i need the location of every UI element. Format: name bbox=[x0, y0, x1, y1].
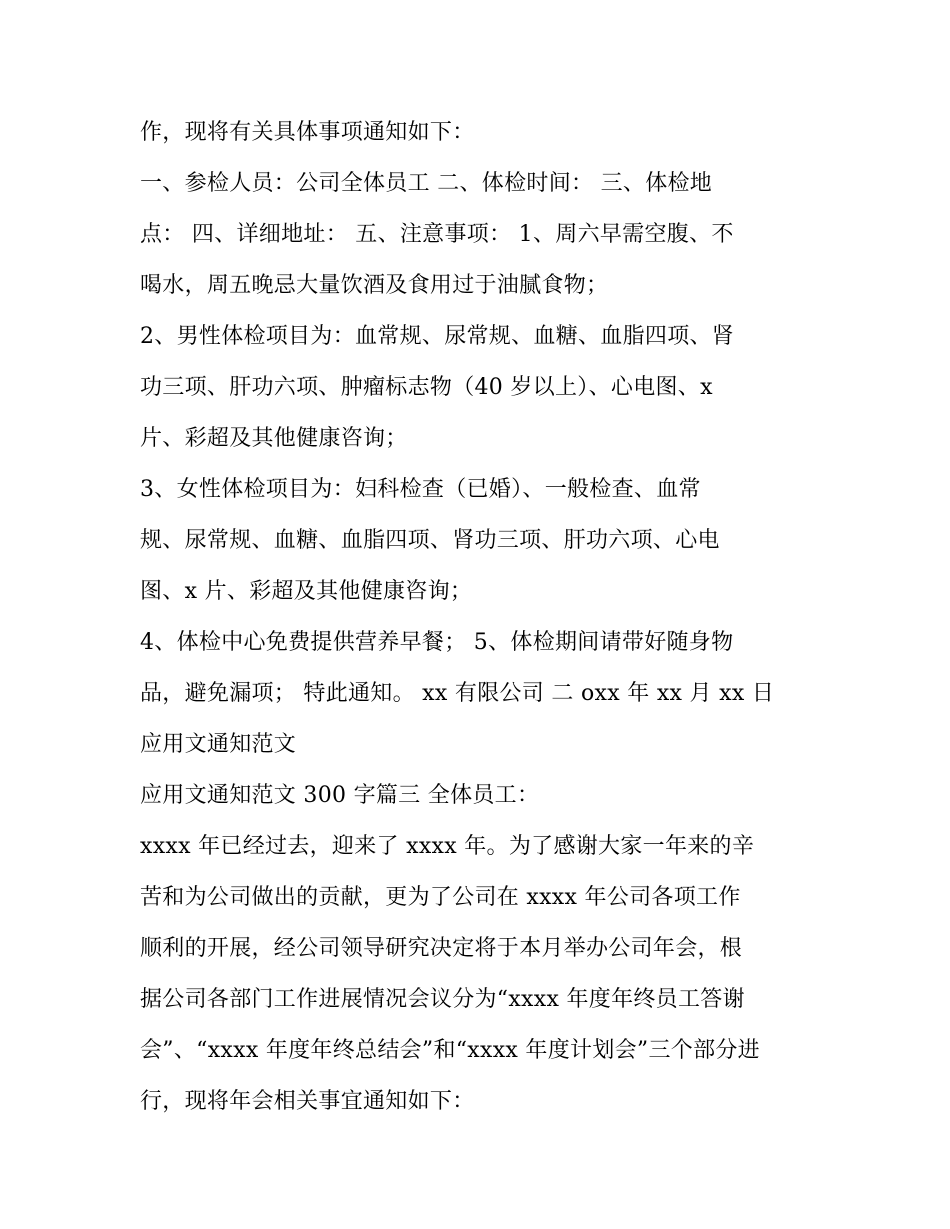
text-line: xxxx 年已经过去，迎来了 xxxx 年。为了感谢大家一年来的辛 bbox=[140, 834, 755, 859]
text-line: 应用文通知范文 bbox=[140, 732, 297, 757]
text-line: 顺利的开展，经公司领导研究决定将于本月举办公司年会，根 bbox=[140, 936, 743, 961]
text-line: 应用文通知范文 300 字篇三 全体员工： bbox=[140, 783, 540, 808]
text-line: 行，现将年会相关事宜通知如下： bbox=[140, 1089, 475, 1114]
text-line: 2、男性体检项目为：血常规、尿常规、血糖、血脂四项、肾 bbox=[140, 324, 735, 349]
text-line: 会”、“xxxx 年度年终总结会”和“xxxx 年度计划会”三个部分进 bbox=[140, 1038, 760, 1063]
text-line: 点： 四、详细地址： 五、注意事项： 1、周六早需空腹、不 bbox=[140, 222, 734, 247]
text-line: 作，现将有关具体事项通知如下： bbox=[140, 120, 475, 145]
text-line: 图、x 片、彩超及其他健康咨询； bbox=[140, 579, 473, 604]
document-body bbox=[140, 107, 820, 1127]
text-line: 功三项、肝功六项、肿瘤标志物（40 岁以上）、心电图、x bbox=[140, 375, 713, 400]
text-line: 苦和为公司做出的贡献，更为了公司在 xxxx 年公司各项工作 bbox=[140, 885, 741, 910]
text-line: 3、女性体检项目为：妇科检查（已婚）、一般检查、血常 bbox=[140, 477, 701, 502]
text-line: 规、尿常规、血糖、血脂四项、肾功三项、肝功六项、心电 bbox=[140, 528, 720, 553]
text-line: 一、参检人员：公司全体员工 二、体检时间： 三、体检地 bbox=[140, 171, 713, 196]
text-line: 据公司各部门工作进展情况会议分为“xxxx 年度年终员工答谢 bbox=[140, 987, 745, 1012]
text-line: 品，避免漏项； 特此通知。 xx 有限公司 二 oxx 年 xx 月 xx 日 bbox=[140, 681, 775, 706]
text-line: 片、彩超及其他健康咨询； bbox=[140, 426, 408, 451]
text-line: 喝水，周五晚忌大量饮酒及食用过于油腻食物； bbox=[140, 273, 609, 298]
text-line: 4、体检中心免费提供营养早餐； 5、体检期间请带好随身物 bbox=[140, 630, 734, 655]
